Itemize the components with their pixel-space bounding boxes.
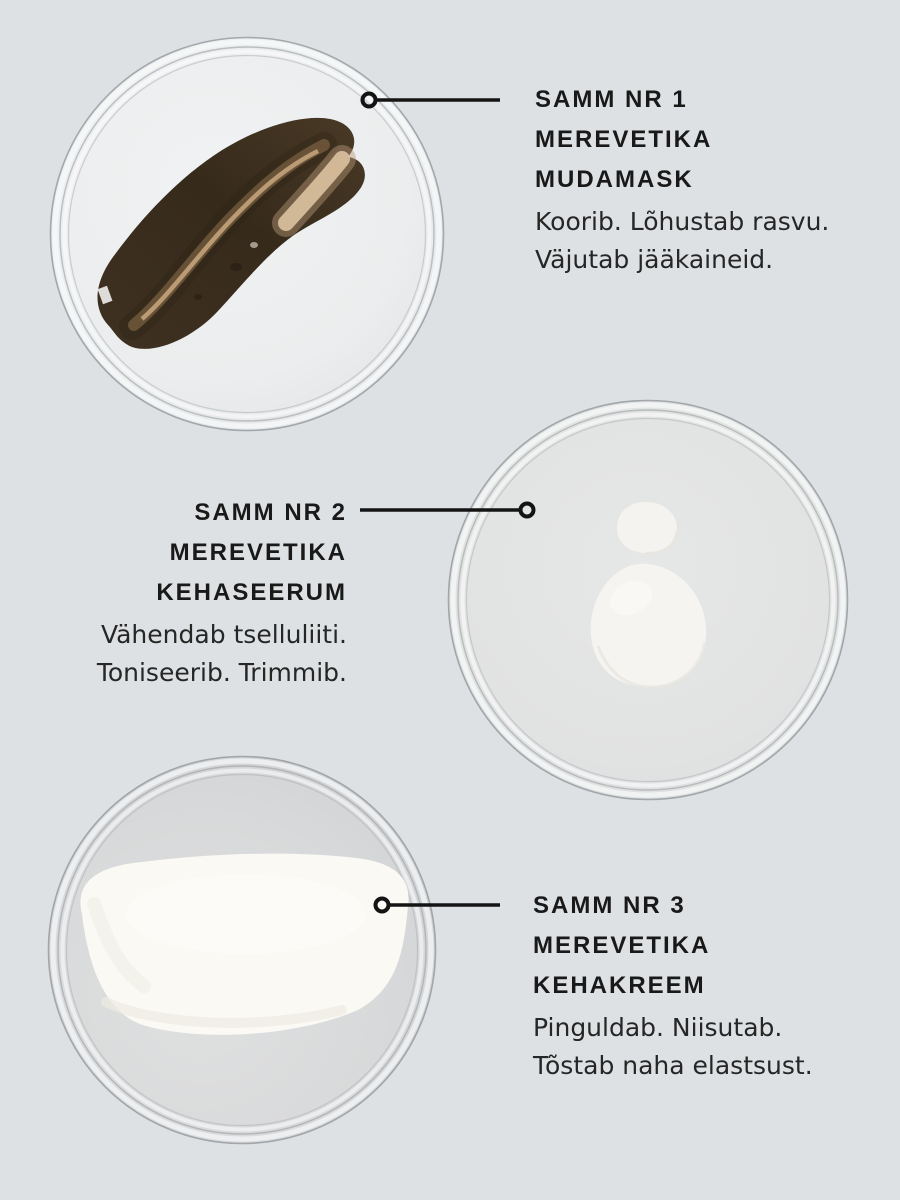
petri-dish-3-svg	[46, 754, 438, 1146]
petri-dish-body-serum	[446, 398, 850, 802]
product-name-line: MEREVETIKA	[533, 932, 711, 959]
description-line: Pinguldab. Niisutab.	[533, 1013, 783, 1042]
step-2-description	[97, 616, 347, 692]
description-line: Toniseerib. Trimmib.	[96, 658, 347, 687]
product-name-line: KEHAKREEM	[533, 972, 706, 999]
step-1-text-block	[535, 80, 829, 279]
step-2-product-name	[97, 533, 347, 613]
product-name-line: MEREVETIKA	[169, 539, 347, 566]
step-2-text-block	[97, 493, 347, 692]
step-3-label: SAMM NR 3	[533, 892, 686, 919]
product-name-line: MUDAMASK	[535, 166, 694, 193]
step-3-product-name	[533, 926, 813, 1006]
step-3-description	[533, 1009, 813, 1085]
petri-dish-body-cream	[46, 754, 438, 1146]
product-name-line: MEREVETIKA	[535, 126, 713, 153]
petri-dish-2-svg	[446, 398, 850, 802]
description-line: Tõstab naha elastsust.	[533, 1051, 813, 1080]
step-1-description	[535, 203, 829, 279]
step-1-product-name	[535, 120, 829, 200]
step-3-text-block	[533, 886, 813, 1085]
description-line: Koorib. Lõhustab rasvu.	[535, 207, 830, 236]
step-1-label: SAMM NR 1	[535, 86, 688, 113]
cream-smear	[80, 854, 408, 1035]
product-name-line: KEHASEERUM	[156, 579, 347, 606]
description-line: Vähendab tselluliiti.	[100, 620, 347, 649]
step-2-label: SAMM NR 2	[194, 499, 347, 526]
petri-dish-1-svg	[48, 35, 446, 433]
description-line: Väjutab jääkaineid.	[535, 245, 774, 274]
petri-dish-mud-mask	[48, 35, 446, 433]
